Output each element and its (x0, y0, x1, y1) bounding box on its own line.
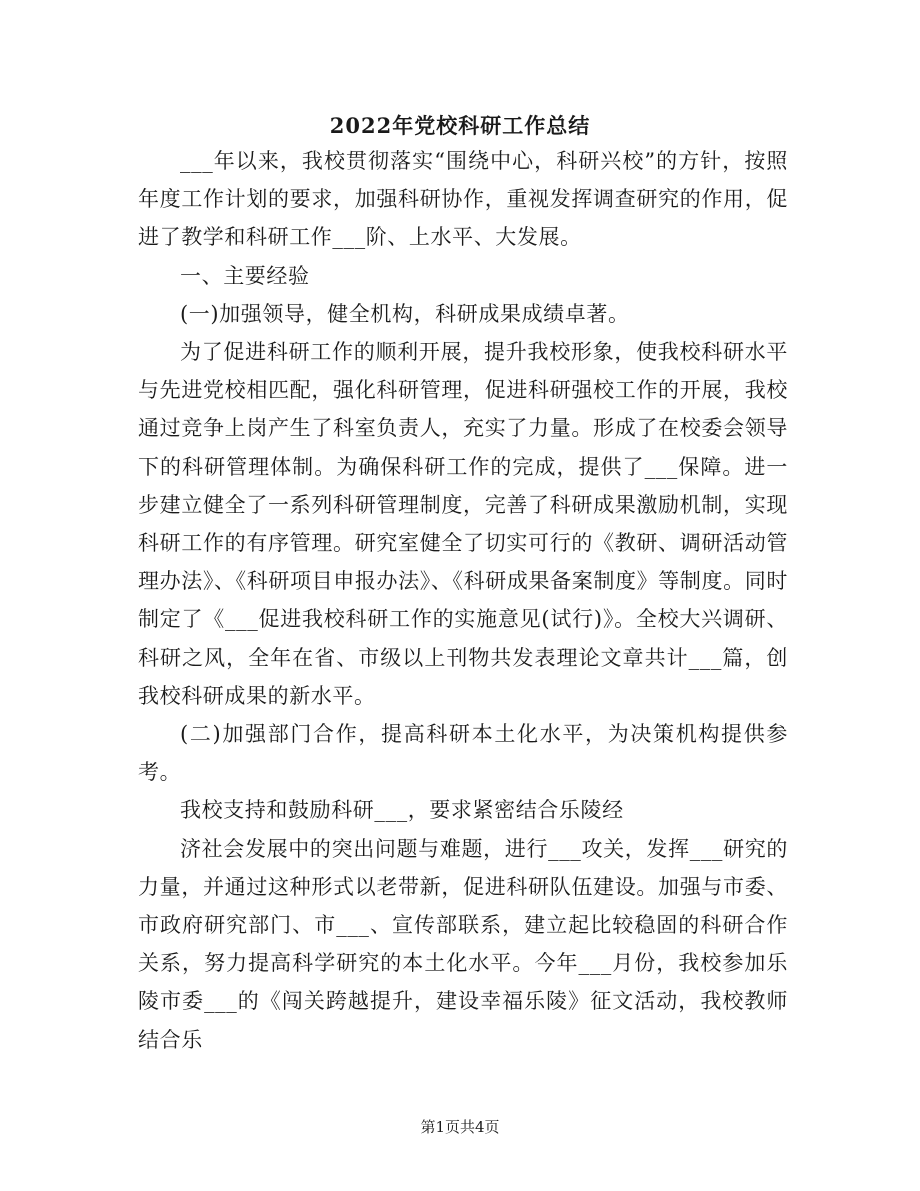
subheading-cooperation: (二)加强部门合作，提高科研本土化水平，为决策机构提供参考。 (138, 722, 788, 785)
paragraph-cooperation-start: 我校支持和鼓励科研___，要求紧密结合乐陵经 (180, 798, 624, 823)
page-number: 第1页共4页 (420, 1118, 500, 1136)
document-body (138, 142, 788, 1059)
paragraph-cooperation: 济社会发展中的突出问题与难题，进行___攻关，发挥___研究的力量，并通过这种形式以老带新，促进科研队伍建设。加强与市委、市政府研究部门、市___、宣传部联系，建立起比较稳固的科研合作关系，努力提高科学研究的本土化水平。今年___月份，我校参加乐陵市委___的《闯关跨越提升，建设幸福乐陵》征文活动，我校教师结合乐 (138, 836, 788, 1052)
paragraph-leadership: 为了促进科研工作的顺利开展，提升我校形象，使我校科研水平与先进党校相匹配，强化科研管理，促进科研强校工作的开展，我校通过竞争上岗产生了科室负责人，充实了力量。形成了在校委会领导下的科研管理体制。为确保科研工作的完成，提供了___保障。进一步建立健全了一系列科研管理制度，完善了科研成果激励机制，实现科研工作的有序管理。研究室健全了切实可行的《教研、调研活动管理办法》、《科研项目申报办法》、《科研成果备案制度》等制度。同时制定了《___促进我校科研工作的实施意见(试行)》。全校大兴调研、科研之风，全年在省、市级以上刊物共发表理论文章共计___篇，创我校科研成果的新水平。 (138, 340, 788, 708)
subheading-leadership: (一)加强领导，健全机构，科研成果成绩卓著。 (180, 301, 630, 326)
section-heading-main-experience: 一、主要经验 (180, 263, 310, 288)
document-title: 2022年党校科研工作总结 (329, 113, 591, 138)
paragraph-intro: ___年以来，我校贯彻落实“围绕中心，科研兴校”的方针，按照年度工作计划的要求，加强科研协作，重视发挥调查研究的作用，促进了教学和科研工作___阶、上水平、大发展。 (138, 149, 788, 250)
